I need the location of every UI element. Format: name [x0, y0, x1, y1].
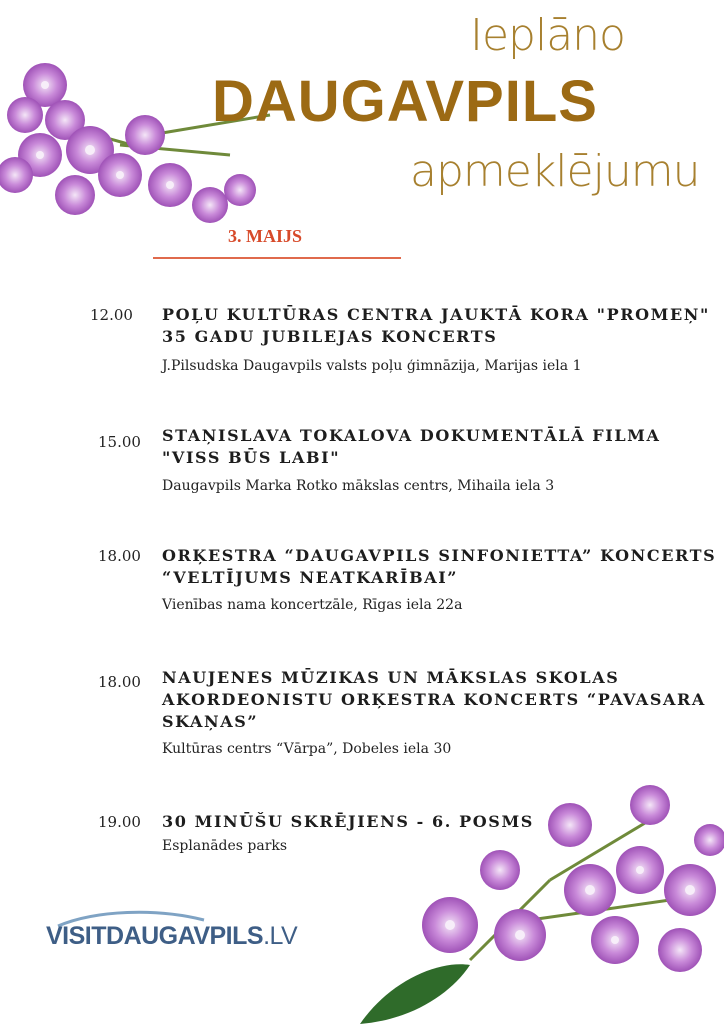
event-time: 19.00: [98, 813, 141, 831]
event-title: [162, 425, 722, 469]
event-time: 15.00: [98, 433, 141, 451]
event-title-line: NAUJENES MŪZIKAS UN MĀKSLAS SKOLAS: [162, 668, 620, 687]
title-top-word: Ieplāno: [470, 10, 625, 61]
event-location: Daugavpils Marka Rotko mākslas centrs, Mihaila iela 3: [162, 478, 555, 494]
event-title: [162, 304, 722, 348]
event-title-line: 30 MINŪŠU SKRĒJIENS - 6. POSMS: [162, 812, 534, 831]
event-title: [162, 545, 722, 589]
event-title-line: AKORDEONISTU ORĶESTRA KONCERTS “PAVASARA: [162, 690, 706, 709]
event-title: [162, 811, 722, 833]
page-title: DAUGAVPILS: [212, 69, 598, 134]
event-title-line: ORĶESTRA “DAUGAVPILS SINFONIETTA” KONCERTS: [162, 546, 717, 565]
event-location: Vienības nama koncertzāle, Rīgas iela 22a: [162, 597, 463, 613]
event-location: Esplanādes parks: [162, 838, 288, 854]
event-title-line: SKAŅAS”: [162, 712, 259, 731]
event-date: 3. MAIJS: [228, 226, 303, 246]
logo-text: VISITDAUGAVPILS: [46, 922, 264, 950]
event-title-line: "VISS BŪS LABI": [162, 448, 341, 467]
event-title-line: POĻU KULTŪRAS CENTRA JAUKTĀ KORA "PROMEŅ": [162, 305, 710, 324]
event-location: J.Pilsudska Daugavpils valsts poļu ģimnāzija, Marijas iela 1: [162, 358, 582, 374]
event-title-line: 35 GADU JUBILEJAS KONCERTS: [162, 327, 498, 346]
event-time: 18.00: [98, 673, 141, 691]
event-time: 18.00: [98, 547, 141, 565]
visitdaugavpils-logo[interactable]: [46, 922, 297, 951]
logo-domain: .LV: [263, 922, 298, 950]
title-sub-word: apmeklējumu: [410, 146, 700, 197]
event-title-line: “VELTĪJUMS NEATKARĪBAI”: [162, 568, 459, 587]
event-time: 12.00: [90, 306, 133, 324]
date-underline-divider: [153, 257, 401, 259]
event-location: Kultūras centrs “Vārpa”, Dobeles iela 30: [162, 741, 452, 757]
event-title: [162, 667, 722, 733]
event-title-line: STAŅISLAVA TOKALOVA DOKUMENTĀLĀ FILMA: [162, 426, 661, 445]
